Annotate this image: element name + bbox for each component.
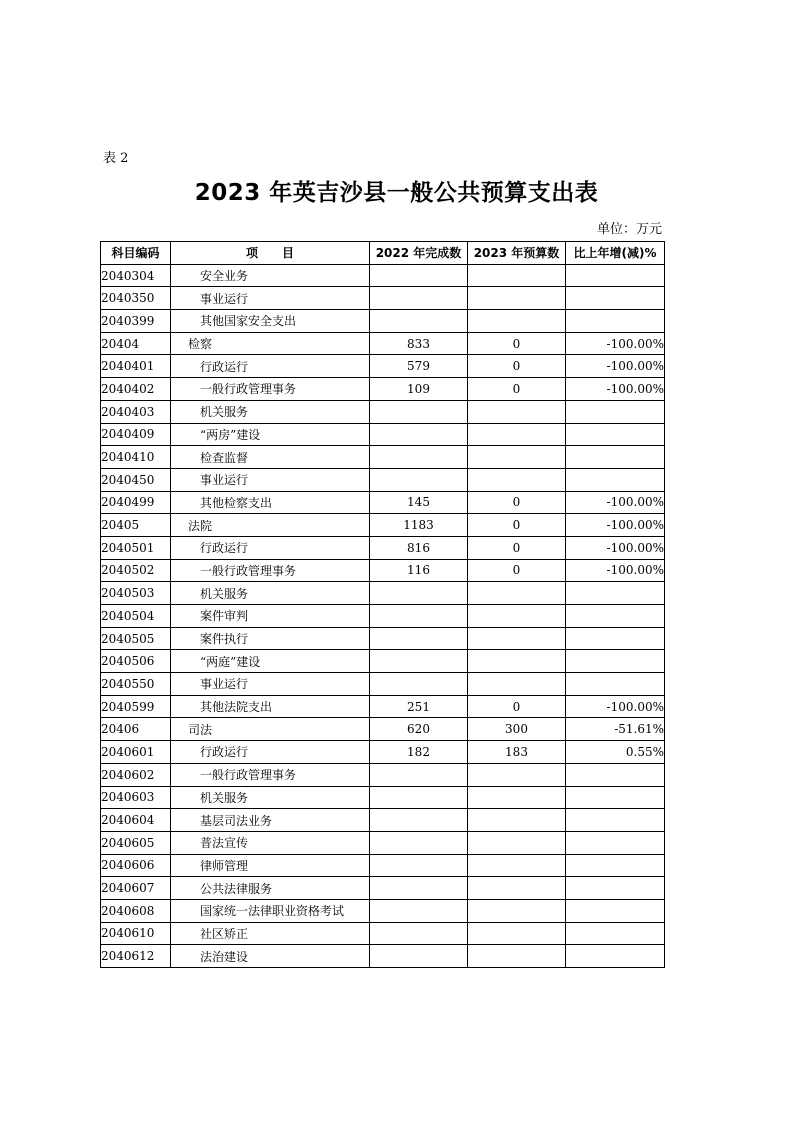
item-name-cell: 法治建设: [171, 945, 370, 968]
code-cell: 2040603: [101, 786, 171, 809]
change-cell: -100.00%: [566, 491, 665, 514]
change-cell: [566, 854, 665, 877]
budget-2023-cell: [468, 831, 566, 854]
done-2022-cell: [370, 922, 468, 945]
budget-2023-cell: [468, 786, 566, 809]
done-2022-cell: 109: [370, 378, 468, 401]
code-cell: 2040501: [101, 536, 171, 559]
done-2022-cell: [370, 400, 468, 423]
code-cell: 2040504: [101, 605, 171, 628]
table-row: [101, 763, 665, 786]
change-cell: [566, 673, 665, 696]
budget-2023-cell: [468, 763, 566, 786]
code-cell: 2040608: [101, 899, 171, 922]
item-name-cell: 国家统一法律职业资格考试: [171, 899, 370, 922]
done-2022-cell: [370, 605, 468, 628]
table-row: [101, 491, 665, 514]
item-name-cell: “两房”建设: [171, 423, 370, 446]
done-2022-cell: [370, 831, 468, 854]
budget-2023-cell: [468, 400, 566, 423]
done-2022-cell: [370, 582, 468, 605]
budget-2023-cell: 0: [468, 378, 566, 401]
item-name-cell: “两庭”建设: [171, 650, 370, 673]
code-cell: 2040601: [101, 741, 171, 764]
done-2022-cell: 620: [370, 718, 468, 741]
change-cell: [566, 809, 665, 832]
code-cell: 2040605: [101, 831, 171, 854]
done-2022-cell: 145: [370, 491, 468, 514]
item-name-cell: 社区矫正: [171, 922, 370, 945]
budget-2023-cell: 0: [468, 695, 566, 718]
budget-2023-cell: [468, 605, 566, 628]
table-row: [101, 446, 665, 469]
code-cell: 20404: [101, 332, 171, 355]
done-2022-cell: [370, 468, 468, 491]
budget-2023-cell: 0: [468, 491, 566, 514]
code-cell: 2040401: [101, 355, 171, 378]
change-cell: [566, 945, 665, 968]
change-cell: [566, 310, 665, 333]
code-cell: 2040399: [101, 310, 171, 333]
item-name-cell: 一般行政管理事务: [171, 763, 370, 786]
item-name-cell: 行政运行: [171, 536, 370, 559]
table-row: [101, 423, 665, 446]
table-row: [101, 627, 665, 650]
table-row: [101, 695, 665, 718]
change-cell: -100.00%: [566, 378, 665, 401]
code-cell: 2040612: [101, 945, 171, 968]
code-cell: 2040550: [101, 673, 171, 696]
table-row: [101, 854, 665, 877]
code-cell: 2040409: [101, 423, 171, 446]
table-row: [101, 559, 665, 582]
code-cell: 2040610: [101, 922, 171, 945]
code-cell: 2040506: [101, 650, 171, 673]
table-row: [101, 831, 665, 854]
change-cell: [566, 582, 665, 605]
code-cell: 2040499: [101, 491, 171, 514]
header-row: [101, 242, 665, 265]
table-row: [101, 264, 665, 287]
unit-label: 单位：万元: [596, 222, 662, 237]
header-item: 项 目: [171, 242, 370, 265]
done-2022-cell: 833: [370, 332, 468, 355]
code-cell: 2040602: [101, 763, 171, 786]
item-name-cell: 基层司法业务: [171, 809, 370, 832]
page-title: 2023 年英吉沙县一般公共预算支出表: [194, 180, 599, 206]
item-name-cell: 检查监督: [171, 446, 370, 469]
item-name-cell: 检察: [171, 332, 370, 355]
change-cell: [566, 400, 665, 423]
table-row: [101, 809, 665, 832]
done-2022-cell: [370, 945, 468, 968]
code-cell: 2040403: [101, 400, 171, 423]
change-cell: [566, 831, 665, 854]
budget-2023-cell: 183: [468, 741, 566, 764]
done-2022-cell: [370, 763, 468, 786]
change-cell: [566, 446, 665, 469]
table-label: 表 2: [103, 151, 129, 166]
item-name-cell: 机关服务: [171, 786, 370, 809]
item-name-cell: 事业运行: [171, 673, 370, 696]
done-2022-cell: 816: [370, 536, 468, 559]
table-row: [101, 536, 665, 559]
code-cell: 2040502: [101, 559, 171, 582]
budget-2023-cell: 300: [468, 718, 566, 741]
change-cell: [566, 264, 665, 287]
header-change: 比上年增(减)%: [566, 242, 665, 265]
item-name-cell: 一般行政管理事务: [171, 378, 370, 401]
item-name-cell: 司法: [171, 718, 370, 741]
table-row: [101, 310, 665, 333]
budget-2023-cell: 0: [468, 355, 566, 378]
done-2022-cell: [370, 423, 468, 446]
change-cell: [566, 899, 665, 922]
change-cell: -100.00%: [566, 536, 665, 559]
item-name-cell: 事业运行: [171, 468, 370, 491]
done-2022-cell: [370, 786, 468, 809]
table-row: [101, 582, 665, 605]
item-name-cell: 其他检察支出: [171, 491, 370, 514]
code-cell: 2040304: [101, 264, 171, 287]
item-name-cell: 律师管理: [171, 854, 370, 877]
item-name-cell: 安全业务: [171, 264, 370, 287]
change-cell: [566, 605, 665, 628]
change-cell: [566, 627, 665, 650]
done-2022-cell: [370, 673, 468, 696]
header-budget-2023: 2023 年预算数: [468, 242, 566, 265]
change-cell: -51.61%: [566, 718, 665, 741]
table-row: [101, 718, 665, 741]
change-cell: [566, 763, 665, 786]
item-name-cell: 普法宣传: [171, 831, 370, 854]
item-name-cell: 案件审判: [171, 605, 370, 628]
item-name-cell: 事业运行: [171, 287, 370, 310]
table-row: [101, 877, 665, 900]
budget-2023-cell: [468, 854, 566, 877]
table-header: [101, 242, 665, 265]
budget-2023-cell: [468, 582, 566, 605]
budget-2023-cell: 0: [468, 559, 566, 582]
change-cell: [566, 287, 665, 310]
change-cell: [566, 922, 665, 945]
done-2022-cell: [370, 264, 468, 287]
budget-2023-cell: [468, 446, 566, 469]
done-2022-cell: 1183: [370, 514, 468, 537]
table-row: [101, 786, 665, 809]
done-2022-cell: [370, 899, 468, 922]
item-name-cell: 案件执行: [171, 627, 370, 650]
done-2022-cell: [370, 854, 468, 877]
table-row: [101, 355, 665, 378]
done-2022-cell: [370, 627, 468, 650]
table-row: [101, 332, 665, 355]
code-cell: 2040450: [101, 468, 171, 491]
done-2022-cell: [370, 310, 468, 333]
budget-2023-cell: [468, 310, 566, 333]
item-name-cell: 行政运行: [171, 741, 370, 764]
code-cell: 2040599: [101, 695, 171, 718]
header-code: 科目编码: [101, 242, 171, 265]
code-cell: 2040505: [101, 627, 171, 650]
done-2022-cell: [370, 446, 468, 469]
code-cell: 2040402: [101, 378, 171, 401]
done-2022-cell: [370, 877, 468, 900]
change-cell: -100.00%: [566, 559, 665, 582]
change-cell: -100.00%: [566, 332, 665, 355]
item-name-cell: 机关服务: [171, 400, 370, 423]
item-name-cell: 机关服务: [171, 582, 370, 605]
budget-2023-cell: [468, 468, 566, 491]
table-row: [101, 400, 665, 423]
budget-2023-cell: [468, 650, 566, 673]
budget-2023-cell: [468, 922, 566, 945]
code-cell: 2040607: [101, 877, 171, 900]
header-done-2022: 2022 年完成数: [370, 242, 468, 265]
budget-2023-cell: [468, 899, 566, 922]
change-cell: -100.00%: [566, 695, 665, 718]
change-cell: [566, 786, 665, 809]
done-2022-cell: 182: [370, 741, 468, 764]
code-cell: 2040350: [101, 287, 171, 310]
change-cell: [566, 423, 665, 446]
budget-2023-cell: [468, 945, 566, 968]
item-name-cell: 公共法律服务: [171, 877, 370, 900]
table-row: [101, 673, 665, 696]
code-cell: 2040410: [101, 446, 171, 469]
change-cell: [566, 877, 665, 900]
item-name-cell: 其他法院支出: [171, 695, 370, 718]
done-2022-cell: 116: [370, 559, 468, 582]
table-row: [101, 378, 665, 401]
item-name-cell: 一般行政管理事务: [171, 559, 370, 582]
budget-2023-cell: [468, 809, 566, 832]
table-row: [101, 287, 665, 310]
code-cell: 2040604: [101, 809, 171, 832]
done-2022-cell: [370, 809, 468, 832]
budget-2023-cell: [468, 287, 566, 310]
budget-2023-cell: [468, 423, 566, 446]
budget-2023-cell: [468, 264, 566, 287]
item-name-cell: 法院: [171, 514, 370, 537]
change-cell: 0.55%: [566, 741, 665, 764]
done-2022-cell: 251: [370, 695, 468, 718]
table-row: [101, 650, 665, 673]
done-2022-cell: [370, 650, 468, 673]
table-row: [101, 468, 665, 491]
table-row: [101, 605, 665, 628]
table-row: [101, 945, 665, 968]
code-cell: 20405: [101, 514, 171, 537]
budget-2023-cell: 0: [468, 332, 566, 355]
table-row: [101, 922, 665, 945]
table-body: [101, 264, 665, 967]
budget-2023-cell: [468, 673, 566, 696]
done-2022-cell: 579: [370, 355, 468, 378]
table-row: [101, 514, 665, 537]
change-cell: -100.00%: [566, 355, 665, 378]
code-cell: 20406: [101, 718, 171, 741]
budget-2023-cell: 0: [468, 536, 566, 559]
table-row: [101, 741, 665, 764]
budget-2023-cell: [468, 877, 566, 900]
code-cell: 2040606: [101, 854, 171, 877]
budget-table: [100, 241, 665, 968]
budget-2023-cell: 0: [468, 514, 566, 537]
code-cell: 2040503: [101, 582, 171, 605]
budget-2023-cell: [468, 627, 566, 650]
item-name-cell: 行政运行: [171, 355, 370, 378]
table-row: [101, 899, 665, 922]
change-cell: [566, 650, 665, 673]
done-2022-cell: [370, 287, 468, 310]
change-cell: [566, 468, 665, 491]
change-cell: -100.00%: [566, 514, 665, 537]
item-name-cell: 其他国家安全支出: [171, 310, 370, 333]
